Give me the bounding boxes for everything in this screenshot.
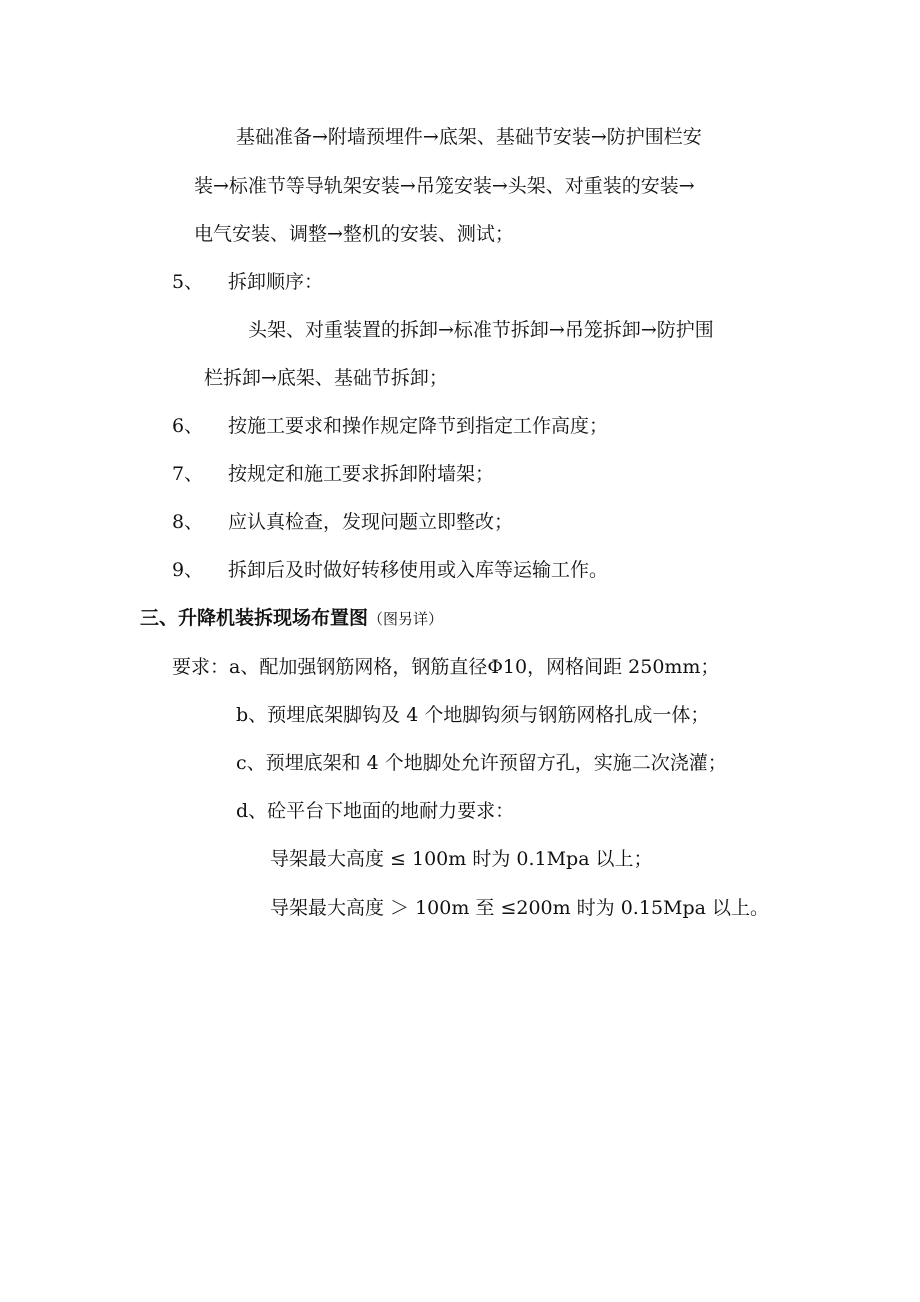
item-5-number: 5、: [172, 271, 204, 293]
requirement-a: a、配加强钢筋网格，钢筋直径Φ10，网格间距 250mm；: [229, 656, 720, 678]
item-8-number: 8、: [172, 511, 204, 533]
item-9-number: 9、: [172, 559, 204, 581]
item-5-text: 拆卸顺序：: [228, 271, 324, 293]
requirement-d-1: 导架最大高度 ≤ 100m 时为 0.1Mpa 以上；: [270, 848, 653, 870]
install-sequence-line-1: 基础准备→附墙预埋件→底架、基础节安装→防护围栏安: [236, 126, 702, 148]
requirement-b: b、预埋底架脚钩及 4 个地脚钩须与钢筋网格扎成一体；: [236, 704, 710, 726]
requirement-a-line: [172, 655, 719, 679]
install-sequence-line-2: 装→标准节等导轨架安装→吊笼安装→头架、对重装的安装→: [194, 175, 695, 197]
requirement-d: d、砼平台下地面的地耐力要求：: [236, 800, 515, 822]
item-7-text: 按规定和施工要求拆卸附墙架；: [228, 463, 495, 485]
section-3-heading: [140, 606, 443, 631]
dismantle-sequence-line-1: 头架、对重装置的拆卸→标准节拆卸→吊笼拆卸→防护围: [248, 319, 714, 341]
requirement-c: c、预埋底架和 4 个地脚处允许预留方孔，实施二次浇灌；: [236, 752, 727, 774]
requirement-d-2: 导架最大高度 ＞ 100m 至 ≤200m 时为 0.15Mpa 以上。: [270, 897, 770, 919]
item-6-number: 6、: [172, 415, 204, 437]
install-sequence-line-3: 电气安装、调整→整机的安装、测试；: [194, 223, 514, 245]
item-6-text: 按施工要求和操作规定降节到指定工作高度；: [228, 415, 609, 437]
item-7-number: 7、: [172, 463, 204, 485]
requirements-label: 要求：: [172, 656, 230, 678]
item-8-text: 应认真检查，发现问题立即整改；: [228, 511, 514, 533]
section-3-note: （图另详）: [368, 610, 444, 628]
section-3-title: 三、升降机装拆现场布置图: [140, 607, 369, 629]
dismantle-sequence-line-2: 栏拆卸→底架、基础节拆卸；: [204, 367, 448, 389]
item-9-text: 拆卸后及时做好转移使用或入库等运输工作。: [228, 559, 609, 581]
